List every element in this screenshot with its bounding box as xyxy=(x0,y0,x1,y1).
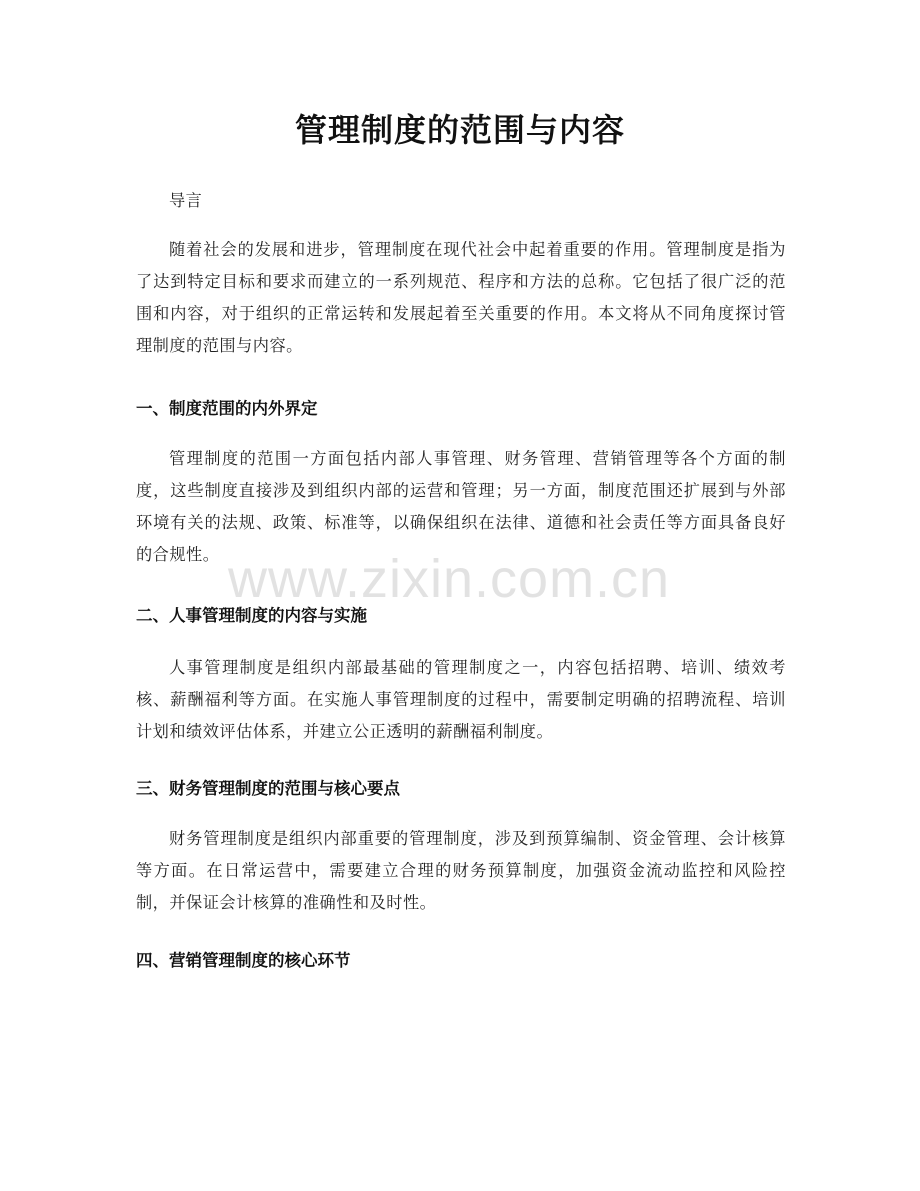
section-paragraph-2: 人事管理制度是组织内部最基础的管理制度之一，内容包括招聘、培训、绩效考核、薪酬福利等方面。在实施人事管理制度的过程中，需要制定明确的招聘流程、培训计划和绩效评估体系，并建立公正透明的薪酬福利制度。 xyxy=(136,658,786,741)
section-paragraph-1: 管理制度的范围一方面包括内部人事管理、财务管理、营销管理等各个方面的制度，这些制度直接涉及到组织内部的运营和管理；另一方面，制度范围还扩展到与外部环境有关的法规、政策、标准等，以确保组织在法律、道德和社会责任等方面具备良好的合规性。 xyxy=(136,449,786,564)
section-heading-1: 一、制度范围的内外界定 xyxy=(136,399,318,418)
watermark: www.zixin.com.cn xyxy=(228,549,671,609)
section-heading-3: 三、财务管理制度的范围与核心要点 xyxy=(136,779,400,798)
intro-paragraph: 随着社会的发展和进步，管理制度在现代社会中起着重要的作用。管理制度是指为了达到特定目标和要求而建立的一系列规范、程序和方法的总称。它包括了很广泛的范围和内容，对于组织的正常运转和发展起着至关重要的作用。本文将从不同角度探讨管理制度的范围与内容。 xyxy=(136,240,786,355)
intro-heading: 导言 xyxy=(169,191,203,210)
section-paragraph-3: 财务管理制度是组织内部重要的管理制度，涉及到预算编制、资金管理、会计核算等方面。在日常运营中，需要建立合理的财务预算制度，加强资金流动监控和风险控制，并保证会计核算的准确性和及时性。 xyxy=(136,829,786,912)
section-heading-4: 四、营销管理制度的核心环节 xyxy=(136,951,351,970)
section-heading-2: 二、人事管理制度的内容与实施 xyxy=(136,606,367,625)
page-title: 管理制度的范围与内容 xyxy=(294,111,625,149)
